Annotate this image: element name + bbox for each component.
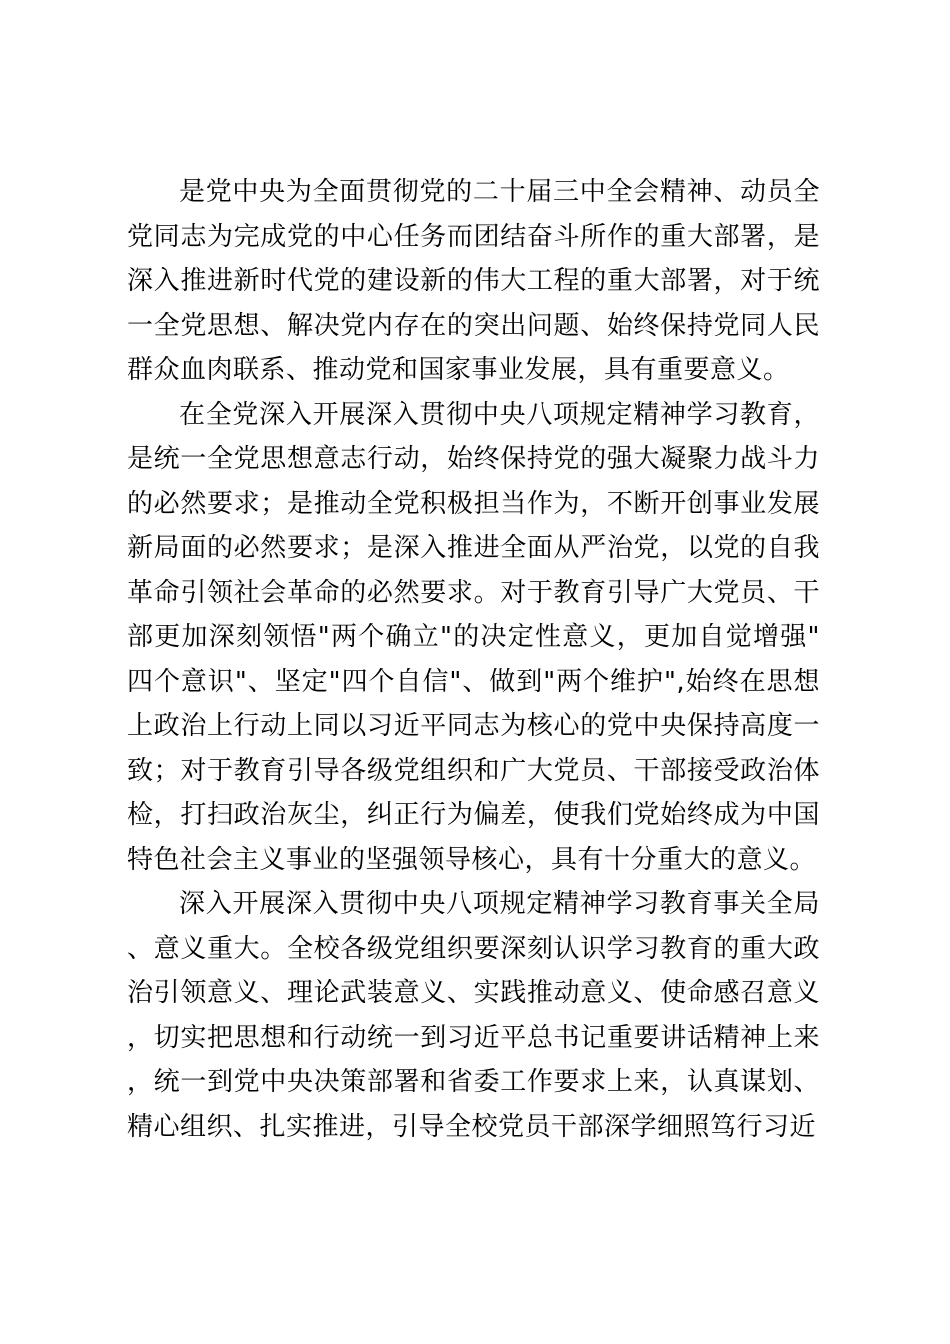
paragraph-3: 深入开展深入贯彻中央八项规定精神学习教育事关全局、意义重大。全校各级党组织要深刻认识学习教育的重大政治引领意义、理论武装意义、实践推动意义、使命感召意义，切实把思想和行动统一到习近平总书记重要讲话精神上来，统一到党中央决策部署和省委工作要求上来，认真谋划、精心组织、扎实推进，引导全校党员干部深学细照笃行习近	[127, 889, 820, 1142]
paragraph-1: 是党中央为全面贯彻党的二十届三中全会精神、动员全党同志为完成党的中心任务而团结奋斗所作的重大部署，是深入推进新时代党的建设新的伟大工程的重大部署，对于统一全党思想、解决党内存在的突出问题、始终保持党同人民群众血肉联系、推动党和国家事业发展，具有重要意义。	[127, 177, 820, 385]
document-body	[127, 170, 820, 1149]
paragraph-2: 在全党深入开展深入贯彻中央八项规定精神学习教育，是统一全党思想意志行动，始终保持党的强大凝聚力战斗力的必然要求；是推动全党积极担当作为，不断开创事业发展新局面的必然要求；是深入推进全面从严治党，以党的自我革命引领社会革命的必然要求。对于教育引导广大党员、干部更加深刻领悟"两个确立"的决定性意义，更加自觉增强"四个意识"、坚定"四个自信"、做到"两个维护",始终在思想上政治上行动上同以习近平同志为核心的党中央保持高度一致；对于教育引导各级党组织和广大党员、干部接受政治体检，打扫政治灰尘，纠正行为偏差，使我们党始终成为中国特色社会主义事业的坚强领导核心，具有十分重大的意义。	[127, 399, 820, 875]
